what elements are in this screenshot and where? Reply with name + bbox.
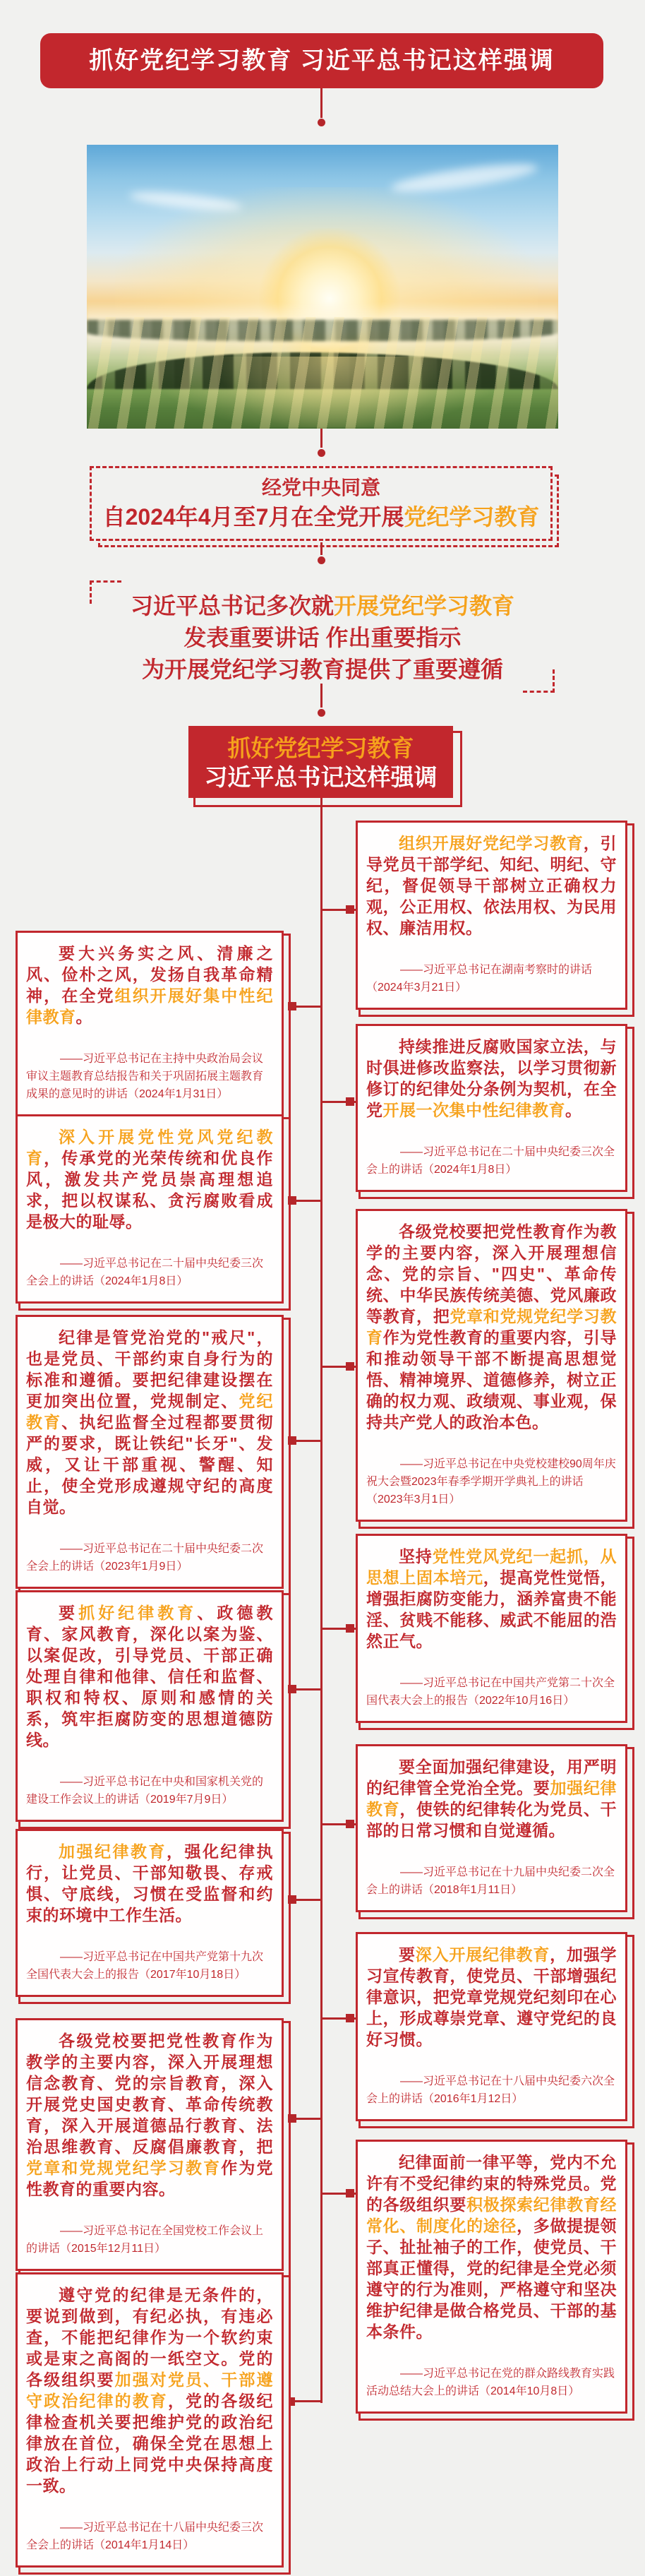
quote-card-l4 xyxy=(16,1590,284,1822)
intro-note xyxy=(76,592,569,687)
highlighted-text: 加强纪律教育 xyxy=(366,1779,617,1818)
plain-text: 纪律是管党治党的"戒尺"，也是党员、干部约束自身行为的标准和遵循。要把纪律建设摆在更加突出位置，党规制定、 xyxy=(26,1328,273,1410)
highlighted-text: 党纪学习教育 xyxy=(404,504,540,530)
plain-text: 。 xyxy=(565,1101,582,1119)
connector-square xyxy=(287,2397,295,2406)
highlighted-text: 组织开展好集中性纪律教育 xyxy=(26,986,274,1026)
highlighted-text: 积极探索纪律教育经常化、制度化的途径 xyxy=(366,2195,617,2235)
intro-box xyxy=(90,466,553,541)
connector-square xyxy=(288,1895,296,1904)
highlighted-text: 党章和党规党纪学习教育 xyxy=(366,1307,617,1347)
plain-text: 要全面加强纪律建设，用严明的纪律管全党治全党。要 xyxy=(366,1758,617,1797)
connector-square xyxy=(346,2014,354,2022)
sunrise-photo xyxy=(87,145,558,429)
card-connector xyxy=(292,2400,322,2402)
connector-square xyxy=(346,1097,354,1106)
plain-text: 作为党性教育的重要内容，引导和推动领导干部不断提高思想觉悟、精神境界、道德修养，树立正确的权力观、政绩观、事业观，保持共产党人的政治本色。 xyxy=(366,1328,617,1431)
section-title-box xyxy=(188,726,453,798)
quote-card-l6 xyxy=(16,2018,284,2271)
connector-square xyxy=(288,1002,296,1010)
quote-card-l2 xyxy=(16,1114,284,1304)
quote-source: ——习近平总书记在中央党校建校90周年庆祝大会暨2023年春季学期开学典礼上的讲话（2023年3月1日） xyxy=(366,1458,616,1505)
plain-text: 作为党性教育的重要内容。 xyxy=(26,2159,274,2198)
highlighted-text: 加强对党员、干部遵守政治纪律的教育 xyxy=(26,2371,274,2410)
quote-source: ——习近平总书记在中国共产党第十九次全国代表大会上的报告（2017年10月18日） xyxy=(26,1951,264,1981)
section-title-line1: 抓好党纪学习教育 xyxy=(227,735,414,761)
plain-text: ，党的各级纪律检查机关要把维护党的政治纪律放在首位，确保全党在思想上政治上行动上同党中央保持高度一致。 xyxy=(26,2392,274,2495)
highlighted-text: 开展一次集中性纪律教育 xyxy=(382,1101,565,1119)
quote-source: ——习近平总书记在二十届中央纪委二次全会上的讲话（2023年1月9日） xyxy=(26,1543,264,1573)
highlighted-text: 开展党纪学习教育 xyxy=(334,593,515,619)
plain-text: ，多做提提领子、扯扯袖子的工作，使党员、干部真正懂得，党的纪律是全党必须遵守的行为准则，严格遵守和坚决维护纪律是做合格党员、干部的基本条件。 xyxy=(366,2217,617,2341)
plain-text: ，使铁的纪律转化为党员、干部的日常习惯和自觉遵循。 xyxy=(366,1800,617,1839)
quote-card-r6 xyxy=(356,1932,627,2121)
connector-square xyxy=(346,1624,354,1633)
quote-source: ——习近平总书记在全国党校工作会议上的讲话（2015年12月11日） xyxy=(26,2225,264,2255)
quote-card-r4 xyxy=(356,1534,627,1723)
quote-source: ——习近平总书记在湖南考察时的讲话（2024年3月21日） xyxy=(366,964,593,994)
field-light xyxy=(214,357,454,429)
quote-text xyxy=(26,2030,273,2200)
highlighted-text: 深入开展党性党风党纪教育 xyxy=(26,1128,273,1167)
connector-square xyxy=(288,1685,296,1693)
plain-text: 纪律面前一律平等，党内不允许有不受纪律约束的特殊党员。党的各级组织要 xyxy=(366,2153,617,2214)
quote-text xyxy=(26,2284,273,2496)
plain-text: 。 xyxy=(76,1008,92,1026)
connector-dot xyxy=(318,119,325,126)
intro-box-line2 xyxy=(92,502,550,532)
plain-text: ，强化纪律执行，让党员、干部知敬畏、存戒惧、守底线，习惯在受监督和约束的环境中工作生活。 xyxy=(26,1842,273,1924)
quote-text xyxy=(366,1221,617,1433)
quote-card-r5 xyxy=(356,1744,627,1912)
quote-card-l5 xyxy=(16,1829,284,1997)
intro-note-line1 xyxy=(76,592,569,620)
plain-text: 自2024年4月至7月在全党开展 xyxy=(102,504,404,530)
highlighted-text: 抓好纪律教育 xyxy=(78,1604,198,1622)
quote-text xyxy=(26,1126,273,1232)
quote-card-l1 xyxy=(16,931,284,1116)
connector-line xyxy=(320,429,322,448)
quote-source: ——习近平总书记在中央和国家机关党的建设工作会议上的讲话（2019年7月9日） xyxy=(26,1776,264,1806)
intro-note-line3: 为开展党纪学习教育提供了重要遵循 xyxy=(141,657,503,682)
quote-text xyxy=(26,1327,273,1517)
quote-text xyxy=(366,1944,617,2050)
quote-card-r2 xyxy=(356,1024,627,1192)
connector-square xyxy=(346,905,354,914)
connector-square xyxy=(346,1820,354,1828)
connector-line xyxy=(320,542,322,555)
plain-text: ，引导党员干部学纪、知纪、明纪、守纪，督促领导干部树立正确权力观，公正用权、依法用权、为民用权、廉洁用权。 xyxy=(366,834,617,937)
quote-text xyxy=(26,1602,273,1751)
plain-text: 遵守党的纪律是无条件的，要说到做到，有纪必执，有违必查，不能把纪律作为一个软约束或是束之高阁的一纸空文。党的各级组织要 xyxy=(26,2286,273,2389)
quote-source: ——习近平总书记在中国共产党第二十次全国代表大会上的报告（2022年10月16日） xyxy=(366,1677,615,1707)
highlighted-text: 党纪教育 xyxy=(26,1392,274,1431)
connector-dot xyxy=(318,556,325,564)
highlighted-text: 党章和党规党纪学习教育 xyxy=(26,2159,222,2177)
quote-card-l3 xyxy=(16,1315,284,1589)
connector-square xyxy=(346,1362,354,1371)
quote-text xyxy=(366,1756,617,1841)
plain-text: 、执纪监督全过程都要贯彻严的要求，既让铁纪"长牙"、发威，又让干部重视、警醒、知止，使全党形成遵规守纪的高度自觉。 xyxy=(26,1413,274,1516)
plain-text: 要 xyxy=(59,1604,79,1622)
section-title-line2: 习近平总书记这样强调 xyxy=(204,764,438,790)
quote-text xyxy=(366,2152,617,2342)
highlighted-text: 党性党风党纪一起抓，从思想上固本培元 xyxy=(366,1547,617,1587)
quote-card-r3 xyxy=(356,1209,627,1522)
connector-square xyxy=(346,2189,354,2198)
quote-text xyxy=(26,943,273,1027)
quote-text xyxy=(366,1036,617,1121)
quote-text xyxy=(366,833,617,938)
connector-square xyxy=(288,2114,296,2123)
intro-box-line1: 经党中央同意 xyxy=(261,477,380,499)
quote-card-r7 xyxy=(356,2140,627,2414)
quote-text xyxy=(26,1841,273,1926)
plain-text: ，加强学习宣传教育，使党员、干部增强纪律意识，把党章党规党纪刻印在心上，形成尊崇党章、遵守党纪的良好习惯。 xyxy=(366,1945,617,2049)
timeline-spine xyxy=(320,798,322,2403)
plain-text: 各级党校要把党性教育作为教学的主要内容，深入开展理想信念、党的宗旨、"四史"、革命传统、中华民族传统美德、党风廉政等教育，把 xyxy=(366,1222,617,1325)
connector-dot xyxy=(318,709,325,717)
plain-text: 持续推进反腐败国家立法，与时俱进修改监察法，以学习贯彻新修订的纪律处分条例为契机，在全党 xyxy=(366,1037,617,1119)
plain-text: 要大兴务实之风、清廉之风、俭朴之风，发扬自我革命精神，在全党 xyxy=(26,944,273,1005)
connector-line xyxy=(320,88,322,118)
plain-text: 各级党校要把党性教育作为教学的主要内容，深入开展理想信念教育、党的宗旨教育，深入开展党史国史教育、革命传统教育，深入开展道德品行教育、法治思维教育、反腐倡廉教育，把 xyxy=(26,2032,273,2156)
connector-square xyxy=(288,1196,296,1205)
quote-source: ——习近平总书记在十八届中央纪委三次全会上的讲话（2014年1月14日） xyxy=(26,2522,264,2551)
plain-text: ，传承党的光荣传统和优良作风，激发共产党员崇高理想追求，把以权谋私、贪污腐败看成是极大的耻辱。 xyxy=(26,1149,274,1231)
quote-card-l7 xyxy=(16,2272,284,2568)
plain-text: 坚持 xyxy=(399,1547,433,1566)
quote-text xyxy=(366,1546,617,1652)
quote-card-r1 xyxy=(356,821,627,1010)
connector-line xyxy=(320,684,322,708)
connector-dot xyxy=(318,449,325,457)
highlighted-text: 加强纪律教育 xyxy=(59,1842,167,1861)
quote-source: ——习近平总书记在十八届中央纪委六次全会上的讲话（2016年1月12日） xyxy=(366,2075,615,2105)
quote-source: ——习近平总书记在党的群众路线教育实践活动总结大会上的讲话（2014年10月8日） xyxy=(366,2368,615,2397)
intro-note-line2: 发表重要讲话 作出重要指示 xyxy=(183,625,462,650)
quote-source: ——习近平总书记在十九届中央纪委二次全会上的讲话（2018年1月11日） xyxy=(366,1866,615,1896)
plain-text: 、政德教育、家风教育，深化以案为鉴、以案促改，引导党员、干部正确处理自律和他律、信任和监督、职权和特权、原则和感情的关系，筑牢拒腐防变的思想道德防线。 xyxy=(26,1604,274,1749)
highlighted-text: 组织开展好党纪学习教育 xyxy=(399,834,584,852)
quote-source: ——习近平总书记在二十届中央纪委三次全会上的讲话（2024年1月8日） xyxy=(366,1146,615,1176)
page-title: 抓好党纪学习教育 习近平总书记这样强调 xyxy=(40,33,603,88)
plain-text: 习近平总书记多次就 xyxy=(130,593,334,619)
quote-source: ——习近平总书记在二十届中央纪委三次全会上的讲话（2024年1月8日） xyxy=(26,1258,264,1287)
connector-square xyxy=(288,1436,296,1445)
highlighted-text: 深入开展纪律教育 xyxy=(415,1945,550,1964)
plain-text: 要 xyxy=(399,1945,416,1964)
quote-source: ——习近平总书记在主持中央政治局会议审议主题教育总结报告和关于巩固拓展主题教育成果的意见时的讲话（2024年1月31日） xyxy=(26,1053,264,1100)
plain-text: ，提高党性觉悟，增强拒腐防变能力，涵养富贵不能淫、贫贱不能移、威武不能屈的浩然正气。 xyxy=(366,1568,617,1650)
